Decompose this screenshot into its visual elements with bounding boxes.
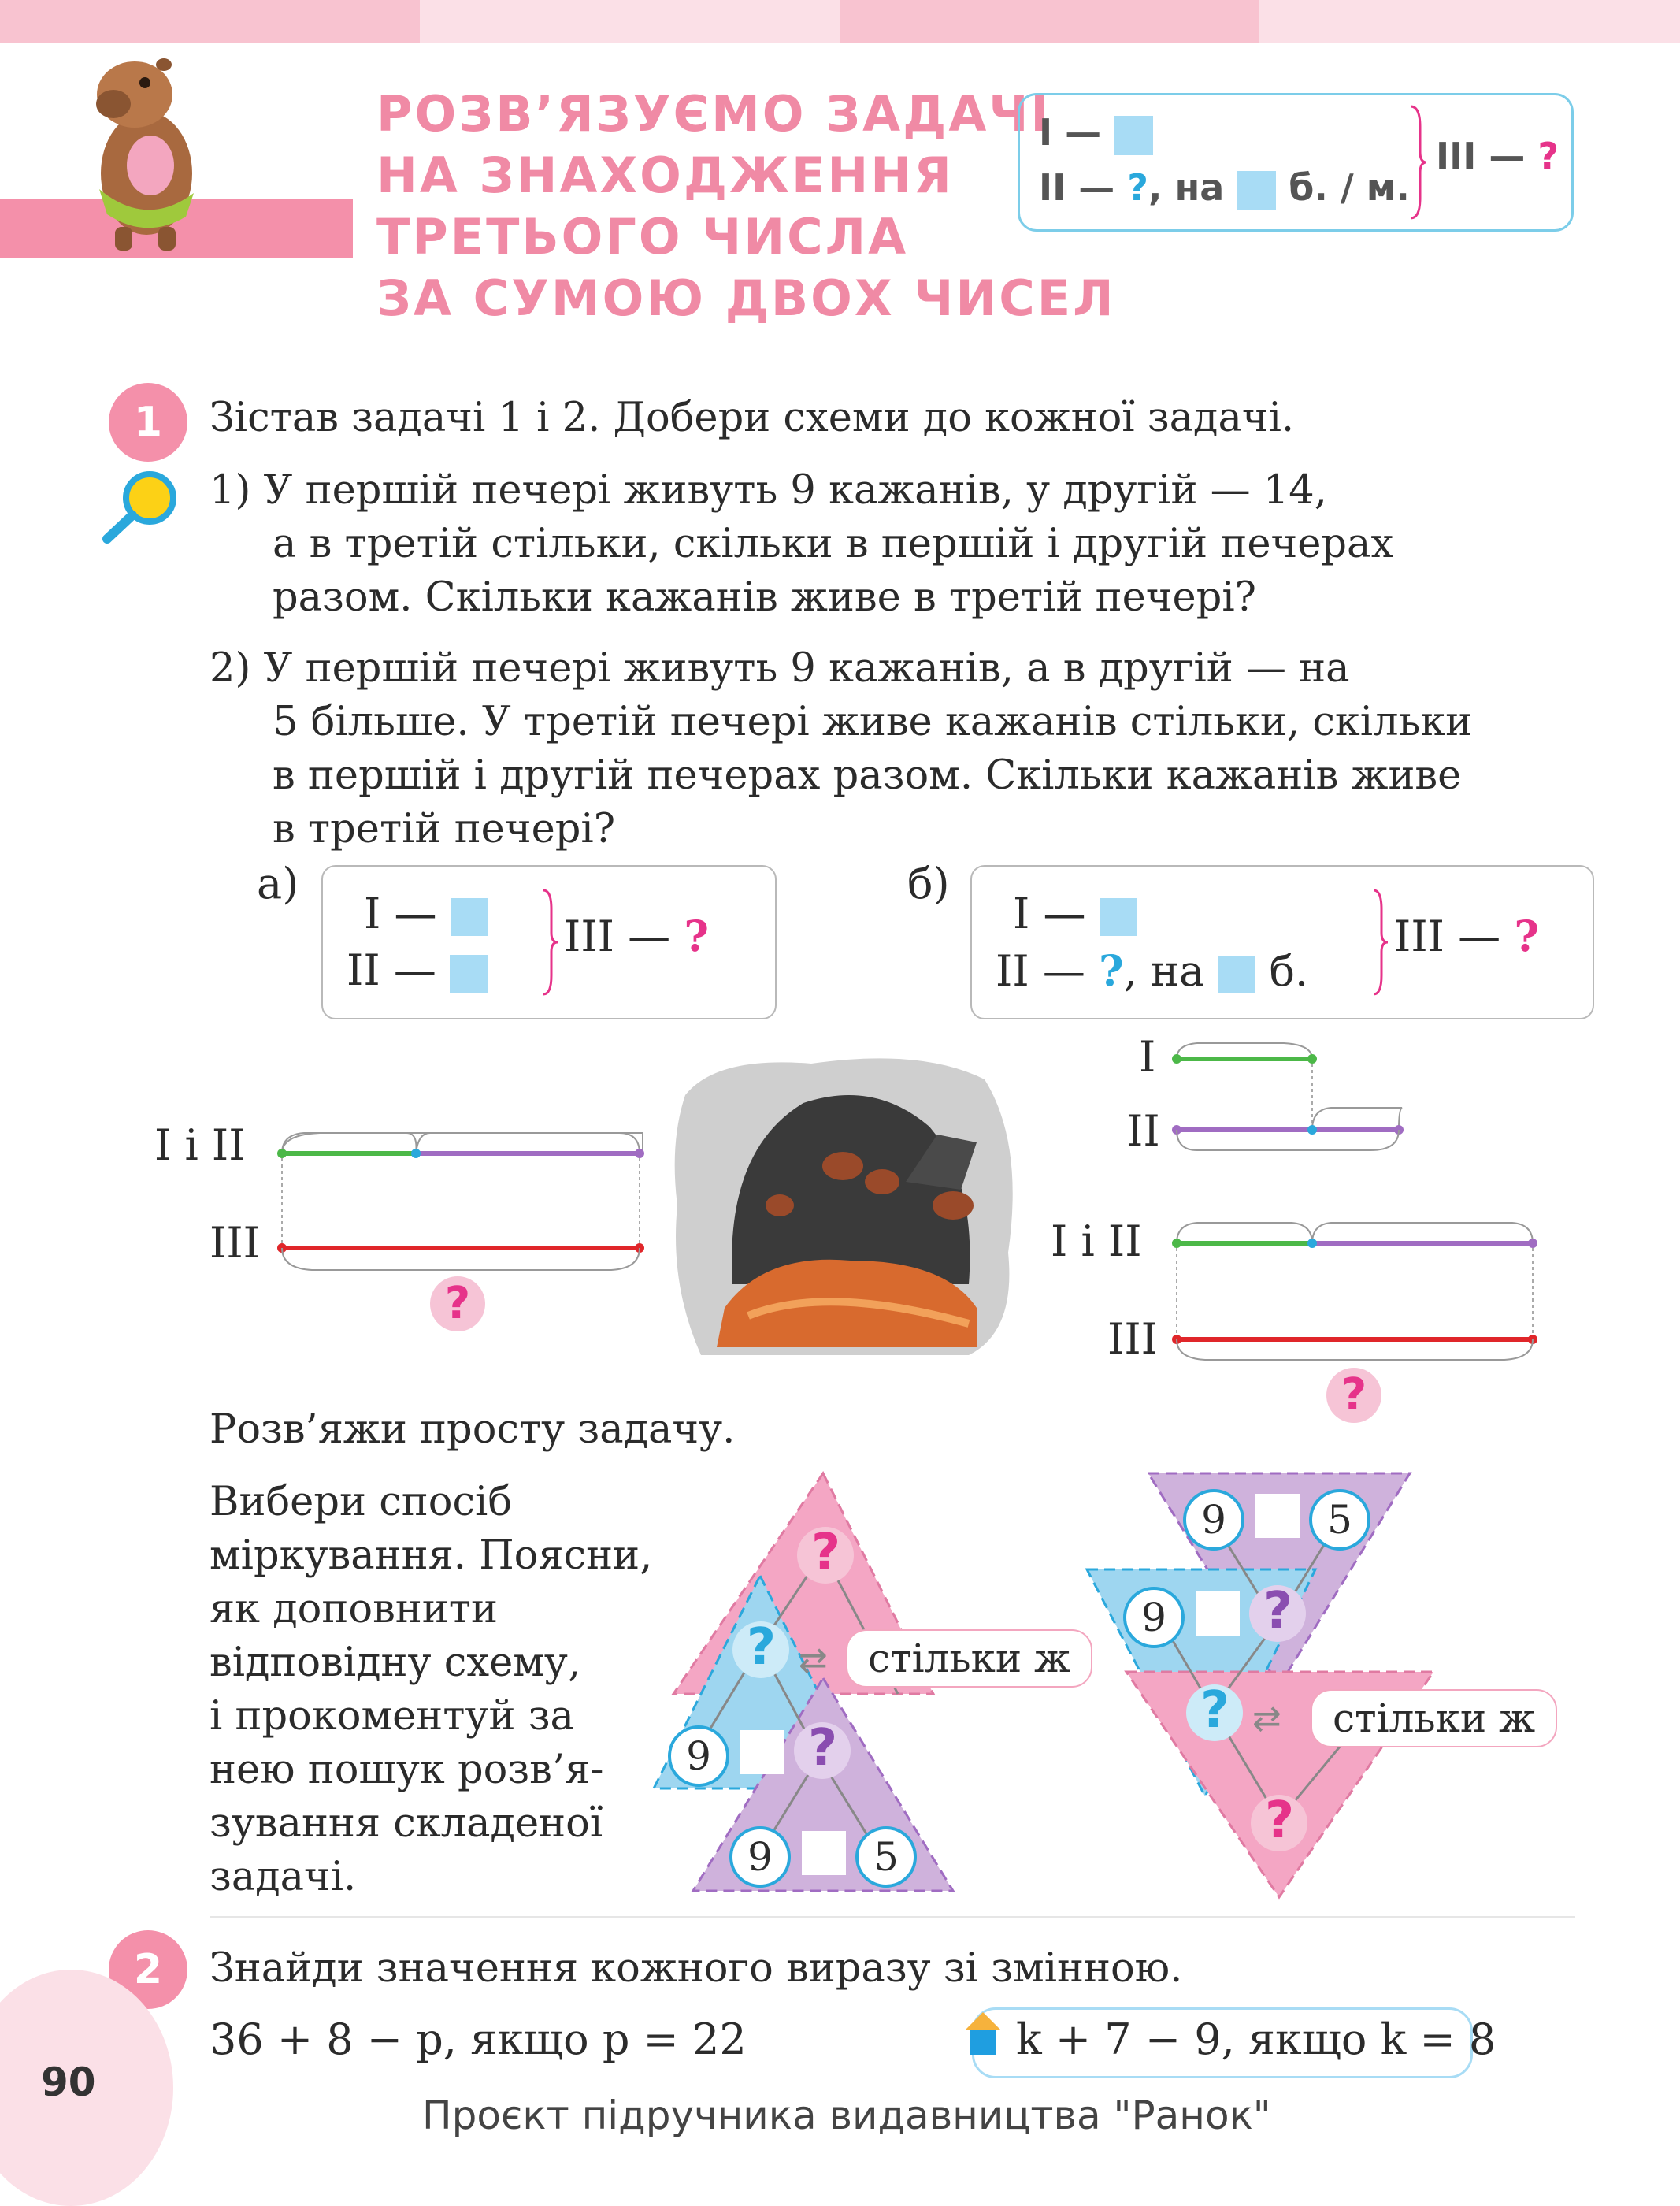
question-mark: ? [1265, 1792, 1295, 1850]
brace-icon [542, 887, 559, 997]
question-circle: ? [430, 1276, 485, 1331]
page-title-line: РОЗВ’ЯЗУЄМО ЗАДАЧІ [376, 85, 1051, 143]
segment-label: ІІІ [1107, 1314, 1158, 1364]
problem-1-line: разом. Скільки кажанів живе в третій печері? [273, 574, 1257, 621]
scheme-row-2: ІІ — ?, на б. / м. [1039, 166, 1410, 209]
top-strip [0, 0, 420, 43]
expression-1: 36 + 8 − p, якщо p = 22 [210, 2015, 747, 2064]
task-heading: Знайди значення кожного виразу зі змінною. [210, 1945, 1183, 1992]
magnifier-icon [101, 470, 183, 545]
blank-square [451, 898, 488, 936]
brace-icon [1409, 103, 1428, 221]
problem-2-line: 2) У першій печері живуть 9 кажанів, а в другій — на [210, 645, 1350, 692]
segment-diagram-left [273, 1119, 647, 1276]
blank-square [1237, 171, 1276, 210]
divider [210, 1916, 1575, 1918]
blank-square [1218, 956, 1255, 993]
scheme-row-1: І — [1039, 111, 1153, 155]
number-circle: 9 [1183, 1489, 1244, 1551]
reasoning-text: зування складеної [210, 1800, 603, 1847]
number-circle: 5 [1309, 1489, 1370, 1551]
segment-label: І [1139, 1032, 1156, 1082]
number-circle: 9 [729, 1826, 791, 1888]
question-mark: ? [1263, 1582, 1293, 1640]
page-title-line: НА ЗНАХОДЖЕННЯ [376, 147, 954, 204]
segment-label: ІІ [1126, 1106, 1160, 1156]
problem-1-line: 1) У першій печері живуть 9 кажанів, у другій — 14, [210, 467, 1327, 514]
footer-note: Проєкт підручника видавництва "Ранок" [422, 2093, 1271, 2138]
blank-square [1100, 898, 1137, 936]
reasoning-text: Вибери спосіб [210, 1479, 513, 1525]
scheme-a-box: І — ІІ — ІІІ — ? [321, 865, 777, 1019]
arrows-icon: ⇄ [1252, 1699, 1281, 1739]
top-strip [840, 0, 1259, 43]
scheme-right: ІІІ — ? [1436, 135, 1559, 177]
reasoning-text: відповідну схему, [210, 1640, 581, 1686]
reasoning-text: як доповнити [210, 1586, 498, 1632]
house-icon [964, 2011, 1002, 2056]
blank-square [450, 955, 488, 993]
page-title-line: ТРЕТЬОГО ЧИСЛА [376, 208, 909, 266]
blank-square [802, 1831, 846, 1875]
reasoning-text: міркування. Поясни, [210, 1532, 653, 1579]
problem-2-line: в першій і другій печерах разом. Скільки кажанів живе [273, 752, 1462, 799]
question-circle: ? [1326, 1368, 1381, 1423]
reasoning-text: нею пошук розв’я- [210, 1747, 604, 1793]
option-a-label: а) [257, 859, 299, 908]
blank-square [1114, 116, 1153, 155]
reasoning-text: і прокоментуй за [210, 1693, 574, 1740]
number-circle: 9 [668, 1725, 729, 1787]
task-number-badge: 2 [109, 1930, 187, 2009]
page-number: 90 [41, 2059, 96, 2105]
number-circle: 5 [855, 1826, 917, 1888]
segment-label: ІІІ [210, 1218, 260, 1268]
problem-2-line: 5 більше. У третій печері живе кажанів стільки, скільки [273, 699, 1473, 745]
arrows-icon: ⇄ [799, 1640, 828, 1680]
segment-label: І і ІІ [154, 1120, 246, 1170]
label-same-as: стільки ж [846, 1629, 1092, 1688]
brace-icon [1372, 887, 1389, 997]
header-scheme-box [1018, 93, 1574, 232]
reasoning-text: задачі. [210, 1854, 357, 1900]
scheme-b-box: І — ІІ — ?, на б. ІІІ — ? [970, 865, 1594, 1019]
page-title-line: ЗА СУМОЮ ДВОХ ЧИСЕЛ [376, 269, 1116, 327]
expression-2: k + 7 − 9, якщо k = 8 [1016, 2015, 1496, 2064]
option-b-label: б) [907, 859, 950, 908]
blank-square [740, 1730, 784, 1774]
label-same-as: стільки ж [1311, 1689, 1557, 1747]
problem-1-line: а в третій стільки, скільки в першій і другій печерах [273, 521, 1394, 567]
segment-diagram-right [1166, 1032, 1544, 1371]
question-mark: ? [1200, 1681, 1230, 1740]
blank-square [1255, 1494, 1300, 1538]
top-strip [420, 0, 840, 43]
question-mark: ? [811, 1524, 841, 1582]
question-mark: ? [808, 1719, 838, 1777]
cave-bats-illustration [669, 1048, 1024, 1363]
number-circle: 9 [1123, 1587, 1185, 1648]
instruction-text: Розв’яжи просту задачу. [210, 1406, 736, 1453]
problem-2-line: в третій печері? [273, 806, 616, 852]
segment-label: І і ІІ [1051, 1216, 1142, 1266]
capybara-mascot-icon [76, 47, 210, 254]
blank-square [1196, 1591, 1240, 1636]
question-mark: ? [747, 1618, 777, 1677]
task-heading: Зістав задачі 1 і 2. Добери схеми до кожної задачі. [210, 395, 1295, 441]
task-number-badge: 1 [109, 383, 187, 462]
top-strip [1259, 0, 1680, 43]
